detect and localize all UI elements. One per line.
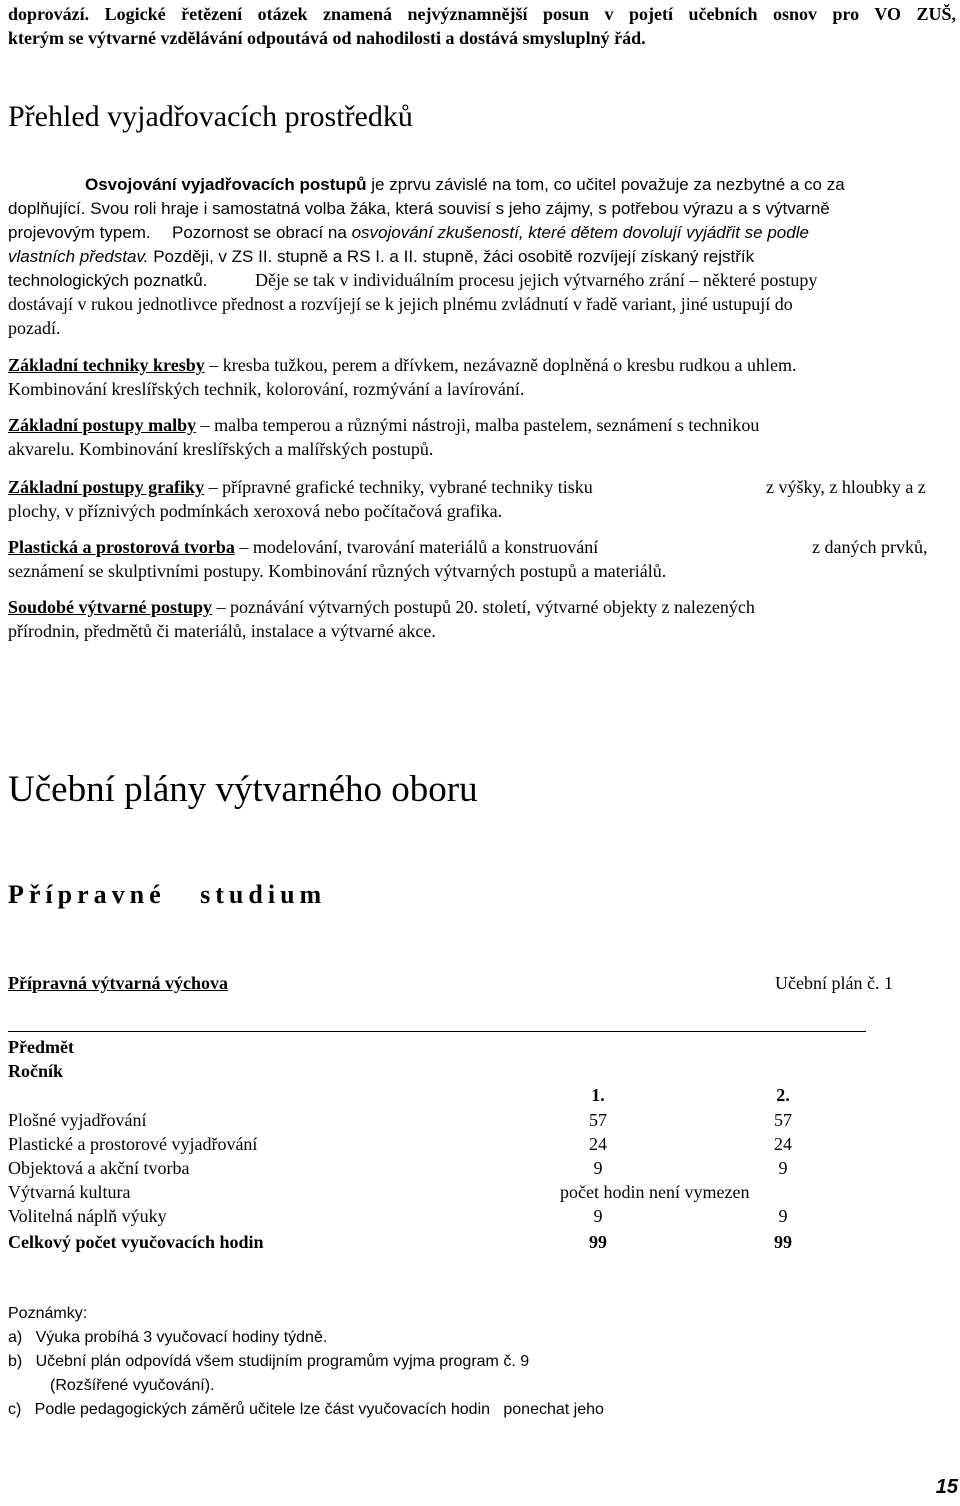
table-row [8, 1182, 808, 1206]
kresba-line-1: Základní techniky kresby – kresba tužkou, perem a dřívkem, nezávazně doplněná o kresbu rudkou a uhlem. [8, 355, 797, 375]
paragraph-1-line-4: Pozornost se obrací na osvojování zkušeností, které dětem dovolují vyjádřit se podle [172, 223, 809, 242]
row-value-1: 57 [589, 1110, 607, 1130]
table-header-predmet: Předmět [8, 1037, 74, 1057]
paragraph-1-line-1: Osvojování vyjadřovacích postupů je zprvu závislé na tom, co učitel považuje za nezbytné a co za [85, 175, 845, 194]
row-subject: Plastické a prostorové vyjadřování [8, 1134, 258, 1154]
table-total-row [8, 1232, 808, 1256]
row-subject: Výtvarná kultura [8, 1182, 131, 1202]
row-value-span: počet hodin není vymezen [560, 1182, 750, 1202]
grafika-line-1b: z výšky, z hloubky a z [766, 477, 926, 497]
table-row [8, 1206, 808, 1230]
table-col-headers [8, 1085, 808, 1109]
row-subject: Objektová a akční tvorba [8, 1158, 190, 1178]
row-value-2: 9 [778, 1158, 788, 1178]
grafika-label: Základní postupy grafiky [8, 477, 205, 497]
paragraph-1-line-2: doplňující. Svou roli hraje i samostatná volba žáka, která souvisí s jeho zájmy, s potřebou výrazu a s výtvarně [8, 199, 830, 218]
table-row [8, 1158, 808, 1182]
paragraph-1-line-6b: Děje se tak v individuálním procesu jejich výtvarného zrání – některé postupy [255, 270, 818, 290]
total-value-2: 99 [774, 1232, 792, 1252]
total-value-1: 99 [589, 1232, 607, 1252]
page-number: 15 [935, 1476, 958, 1498]
plasticka-line-2: seznámení se skulptivními postupy. Kombinování různých výtvarných postupů a materiálů. [8, 561, 667, 581]
row-subject: Plošné vyjadřování [8, 1110, 147, 1130]
kresba-label: Základní techniky kresby [8, 355, 205, 375]
table-row [8, 1134, 808, 1158]
row-value-2: 57 [774, 1110, 792, 1130]
plasticka-line-1b: z daných prvků, [812, 537, 928, 557]
malba-line-2: akvarelu. Kombinování kreslířských a malířských postupů. [8, 439, 434, 459]
total-label: Celkový počet vyučovacích hodin [8, 1232, 264, 1252]
intro-line-1: doprovází. Logické řetězení otázek znamená nejvýznamnější posun v pojetí učebních osnov pro VO ZUŠ, [8, 4, 956, 24]
plan-name: Přípravná výtvarná výchova [8, 973, 228, 993]
section-title-ucebni-plany: Učební plány výtvarného oboru [8, 769, 478, 810]
malba-line-1: Základní postupy malby – malba temperou a různými nástroji, malba pastelem, seznámení s technikou [8, 415, 760, 435]
notes-title: Poznámky: [8, 1305, 88, 1322]
section-title-prostredky: Přehled vyjadřovacích prostředků [8, 100, 413, 133]
note-c: c) Podle pedagogických záměrů učitele lze část vyučovacích hodin ponechat jeho [8, 1401, 604, 1418]
paragraph-1-line-7: dostávají v rukou jednotlivce přednost a rozvíjejí se k jejich plnému zvládnutí v řadě variant, jiné ustupují do [8, 294, 793, 314]
grafika-line-2: plochy, v příznivých podmínkách xeroxová nebo počítačová grafika. [8, 501, 503, 521]
row-value-1: 9 [593, 1158, 603, 1178]
plasticka-line-1: Plastická a prostorová tvorba – modelování, tvarování materiálů a konstruování [8, 537, 599, 557]
plan-number: Učební plán č. 1 [775, 973, 893, 993]
col-header-1: 1. [591, 1085, 605, 1105]
row-value-2: 24 [774, 1134, 792, 1154]
soudobe-line-2: přírodnin, předmětů či materiálů, instalace a výtvarné akce. [8, 621, 436, 641]
paragraph-1-line-5: vlastních představ. Později, v ZS II. stupně a RS I. a II. stupně, žáci osobitě rozvíjejí získaný rejstřík [8, 247, 755, 266]
plasticka-label: Plastická a prostorová tvorba [8, 537, 235, 557]
intro-line-2: kterým se výtvarné vzdělávání odpoutává od nahodilosti a dostává smysluplný řád. [8, 28, 646, 48]
table-header-rocnik: Ročník [8, 1061, 64, 1081]
kresba-line-2: Kombinování kreslířských technik, kolorování, rozmývání a lavírování. [8, 379, 525, 399]
subtitle-pripravne-studium: Přípravné studium [8, 880, 327, 909]
row-value-1: 9 [593, 1206, 603, 1226]
grafika-line-1: Základní postupy grafiky – přípravné grafické techniky, vybrané techniky tisku [8, 477, 593, 497]
soudobe-line-1: Soudobé výtvarné postupy – poznávání výtvarných postupů 20. století, výtvarné objekty z nalezených [8, 597, 755, 617]
note-b-cont: (Rozšířené vyučování). [50, 1377, 215, 1394]
table-row [8, 1110, 808, 1134]
row-subject: Volitelná náplň výuky [8, 1206, 167, 1226]
paragraph-1-line-3: projevovým typem. [8, 223, 151, 242]
malba-label: Základní postupy malby [8, 415, 197, 435]
note-b: b) Učební plán odpovídá všem studijním programům vyjma program č. 9 [8, 1353, 530, 1370]
paragraph-1-line-8: pozadí. [8, 318, 61, 338]
row-value-2: 9 [778, 1206, 788, 1226]
col-header-2: 2. [776, 1085, 790, 1105]
table-top-rule [8, 1031, 866, 1032]
soudobe-label: Soudobé výtvarné postupy [8, 597, 213, 617]
paragraph-1-line-6: technologických poznatků. [8, 271, 208, 290]
row-value-1: 24 [589, 1134, 607, 1154]
note-a: a) Výuka probíhá 3 vyučovací hodiny týdně. [8, 1329, 328, 1346]
